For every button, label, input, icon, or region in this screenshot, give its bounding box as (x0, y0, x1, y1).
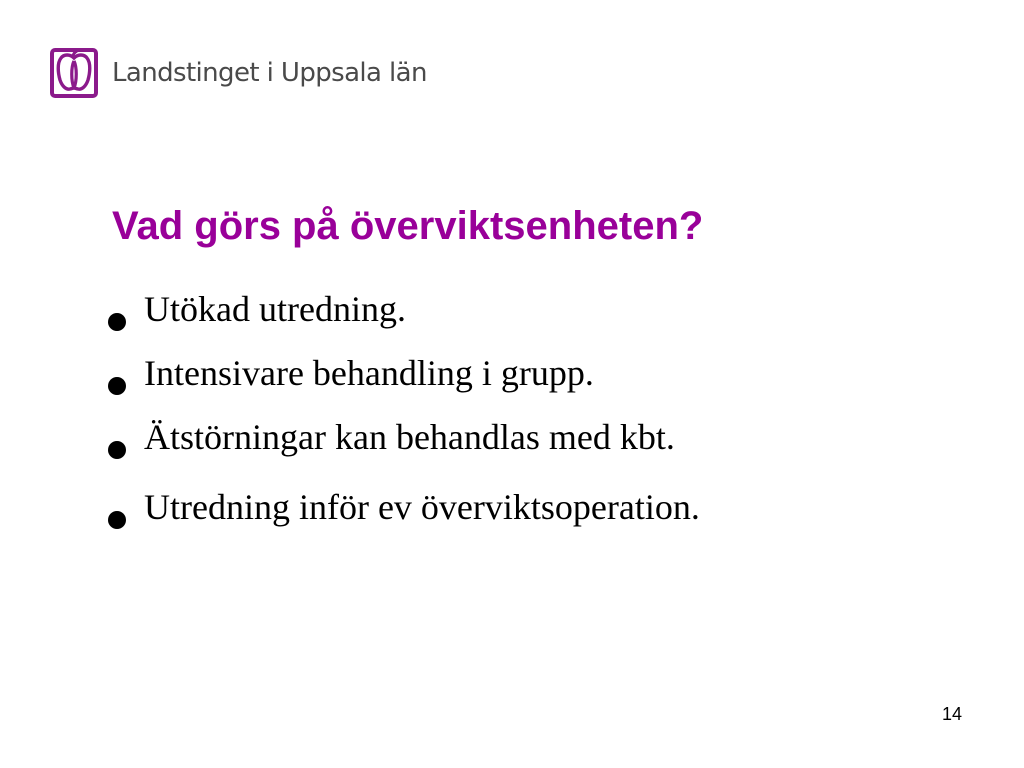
list-item (108, 486, 700, 550)
list-item-text: Utredning inför ev överviktsoperation. (144, 487, 700, 527)
bullet-icon (108, 441, 126, 459)
bullet-icon (108, 511, 126, 529)
bullet-list (108, 288, 700, 550)
bullet-icon (108, 313, 126, 331)
list-item-text: Intensivare behandling i grupp. (144, 353, 594, 393)
apple-logo-icon (50, 48, 98, 98)
organization-logo (50, 48, 427, 98)
list-item-text: Ätstörningar kan behandlas med kbt. (144, 417, 675, 457)
slide-title: Vad görs på överviktsenheten? (112, 204, 704, 248)
bullet-icon (108, 377, 126, 395)
list-item (108, 416, 700, 480)
organization-name: Landstinget i Uppsala län (112, 58, 427, 88)
page-number: 14 (941, 704, 962, 724)
list-item-text: Utökad utredning. (144, 289, 406, 329)
list-item (108, 288, 700, 352)
list-item (108, 352, 700, 416)
